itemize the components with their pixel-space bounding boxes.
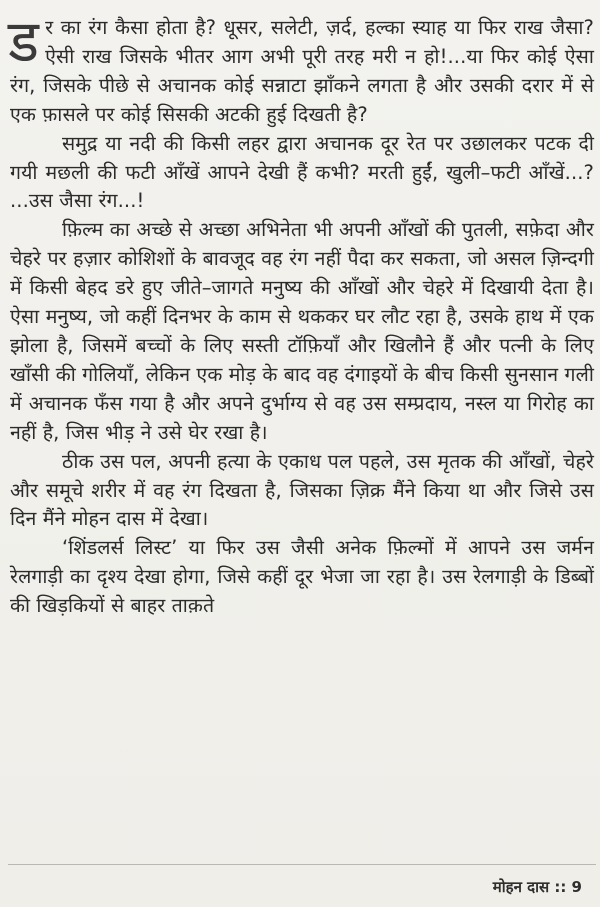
paragraph: समुद्र या नदी की किसी लहर द्वारा अचानक दूर रेत पर उछालकर पटक दी गयी मछली की फटी आँखें आपने देखी हैं कभी? मरती हुईं, खुली–फटी आँखें...? ...उस जैसा रंग...! xyxy=(10,131,594,213)
paragraph xyxy=(8,7,594,130)
body-text xyxy=(8,7,594,621)
page-footer: मोहन दास :: 9 xyxy=(492,878,582,896)
drop-cap: ड xyxy=(8,7,40,75)
paragraph: फ़िल्म का अच्छे से अच्छा अभिनेता भी अपनी आँखों की पुतली, सफ़ेदा और चेहरे पर हज़ार कोशिशों के बावजूद वह रंग नहीं पैदा कर सकता, जो असल ज़िन्दगी में किसी बेहद डरे हुए जीते–जागते मनुष्य की आँखों और चेहरे में दिखायी देता है। ऐसा मनुष्य, जो कहीं दिनभर के काम से थककर घर लौट रहा है, उसके हाथ में एक झोला है, जिसमें बच्चों के लिए सस्ती टॉफ़ियाँ और खिलौने हैं और पत्नी के लिए खाँसी की गोलियाँ, लेकिन एक मोड़ के बाद वह दंगाइयों के बीच किसी सुनसान गली में अचानक फँस गया है और अपने दुर्भाग्य से वह उस सम्प्रदाय, नस्ल या गिरोह का नहीं है, जिस भीड़ ने उसे घेर रखा है। xyxy=(10,218,594,444)
paragraph-text: र का रंग कैसा होता है? धूसर, सलेटी, ज़र्द, हल्का स्याह या फिर राख जैसा? ऐसी राख जिसके भीतर आग अभी पूरी तरह मरी न हो!...या फिर कोई ऐसा रंग, जिसके पीछे से अचानक कोई सन्नाटा झाँकने लगता है और उसकी दरार में से एक फ़ासले पर कोई सिसकी अटकी हुई दिखती है? xyxy=(10,16,594,126)
paragraph: ‘शिंडलर्स लिस्ट’ या फिर उस जैसी अनेक फ़िल्मों में आपने उस जर्मन रेलगाड़ी का दृश्य देखा होगा, जिसे कहीं दूर भेजा जा रहा है। उस रेलगाड़ी के डिब्बों की खिड़कियों से बाहर ताक़ते xyxy=(10,536,594,618)
paragraph: ठीक उस पल, अपनी हत्या के एकाध पल पहले, उस मृतक की आँखों, चेहरे और समूचे शरीर में वह रंग दिखता है, जिसका ज़िक्र मैंने किया था और जिसे उस दिन मैंने मोहन दास में देखा। xyxy=(10,449,594,531)
footer-divider xyxy=(8,864,596,865)
